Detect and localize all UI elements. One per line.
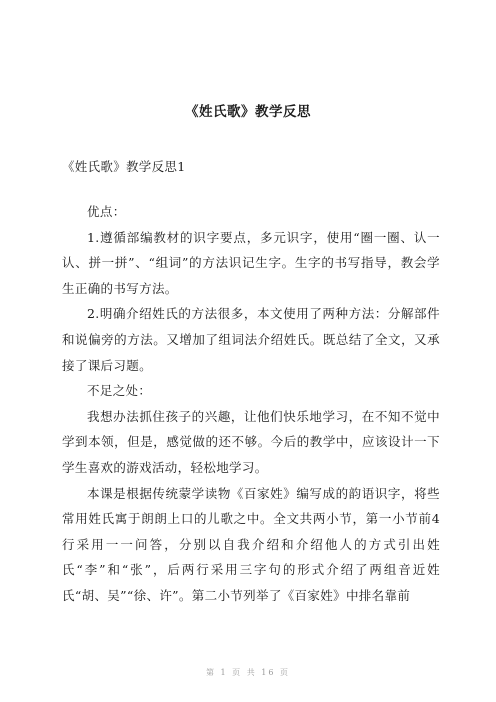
paragraph: 不足之处： bbox=[87, 383, 152, 399]
paragraph: 本课是根据传统蒙学读物《百家姓》编写成的韵语识字，将些常用姓氏寓于朗朗上口的儿歌之中。全文共两小节，第一小节前4行采用一一问答，分别以自我介绍和介绍他人的方式引出姓氏“李”和“张”，后两行采用三字句的形式介绍了两组音近姓氏“胡、吴”“徐、许”。第二小节列举了《百家姓》中排名靠前 bbox=[62, 485, 440, 603]
document-body bbox=[62, 199, 440, 609]
paragraph: 我想办法抓住孩子的兴趣，让他们快乐地学习，在不知不觉中学到本领，但是，感觉做的还不够。今后的教学中，应该设计一下学生喜欢的游戏活动，轻松地学习。 bbox=[62, 408, 440, 475]
section-heading: 《姓氏歌》教学反思1 bbox=[62, 159, 186, 174]
page-footer: 第 1 页 共 16 页 bbox=[206, 668, 290, 677]
paragraph: 1.遵循部编教材的识字要点，多元识字，使用“圈一圈、认一认、拼一拼”、“组词”的方法识记生字。生字的书写指导，教会学生正确的书写方法。 bbox=[62, 229, 440, 296]
paragraph: 2.明确介绍姓氏的方法很多，本文使用了两种方法：分解部件和说偏旁的方法。又增加了组词法介绍姓氏。既总结了全文，又承接了课后习题。 bbox=[62, 306, 440, 373]
paragraph: 优点： bbox=[87, 204, 126, 219]
document-title: 《姓氏歌》教学反思 bbox=[185, 104, 311, 120]
